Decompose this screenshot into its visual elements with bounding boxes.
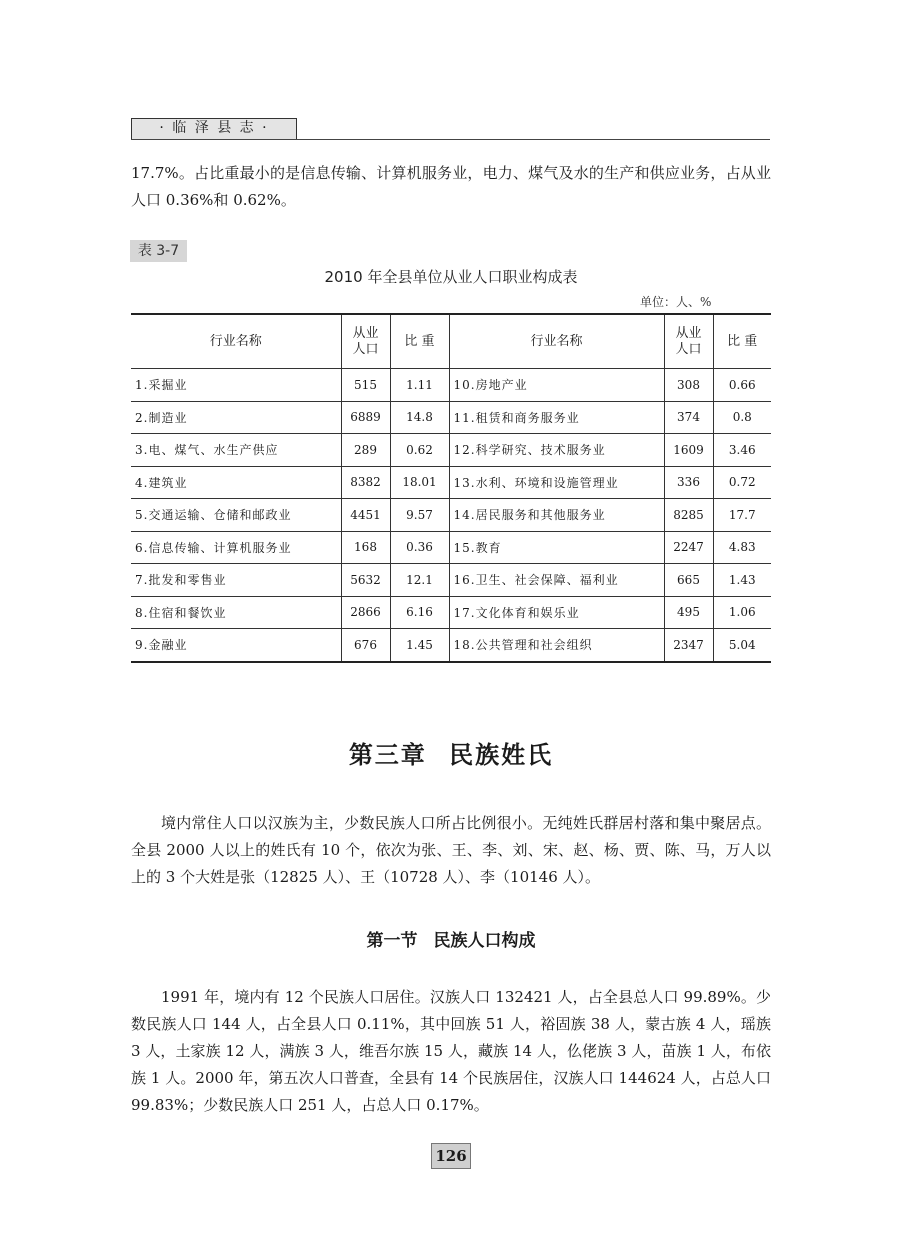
cell-employees: 374 [664, 401, 713, 434]
cell-industry-name: 8.住宿和餐饮业 [131, 596, 341, 629]
chapter-title: 第三章 民族姓氏 [348, 741, 554, 769]
cell-industry-name: 1.采掘业 [131, 369, 341, 402]
cell-industry-name: 12.科学研究、技术服务业 [449, 434, 664, 467]
intro-paragraph: 17.7%。占比重最小的是信息传输、计算机服务业，电力、煤气及水的生产和供应业务，占从业人口 0.36%和 0.62%。 [131, 164, 771, 209]
cell-share: 0.72 [713, 466, 771, 499]
running-header: · 临 泽 县 志 · [131, 118, 297, 140]
table-row [131, 531, 771, 564]
cell-employees: 495 [664, 596, 713, 629]
cell-employees: 515 [341, 369, 390, 402]
cell-employees: 8285 [664, 499, 713, 532]
cell-employees: 4451 [341, 499, 390, 532]
table-row [131, 369, 771, 402]
cell-share: 0.66 [713, 369, 771, 402]
cell-industry-name: 13.水利、环境和设施管理业 [449, 466, 664, 499]
cell-share: 0.8 [713, 401, 771, 434]
table-number-tag: 表 3-7 [130, 240, 187, 262]
cell-industry-name: 2.制造业 [131, 401, 341, 434]
section-title: 第一节 民族人口构成 [366, 931, 536, 951]
header-industry-name: 行业名称 [449, 314, 664, 369]
employment-table [131, 313, 771, 663]
cell-share: 1.45 [390, 629, 449, 662]
cell-industry-name: 3.电、煤气、水生产供应 [131, 434, 341, 467]
header-share: 比 重 [713, 314, 771, 369]
cell-employees: 289 [341, 434, 390, 467]
cell-industry-name: 7.批发和零售业 [131, 564, 341, 597]
cell-employees: 676 [341, 629, 390, 662]
cell-industry-name: 5.交通运输、仓储和邮政业 [131, 499, 341, 532]
cell-share: 0.62 [390, 434, 449, 467]
cell-share: 17.7 [713, 499, 771, 532]
cell-employees: 336 [664, 466, 713, 499]
cell-industry-name: 15.教育 [449, 531, 664, 564]
cell-employees: 2247 [664, 531, 713, 564]
section-paragraph: 1991 年，境内有 12 个民族人口居住。汉族人口 132421 人，占全县总人口 99.89%。少数民族人口 144 人，占全县人口 0.11%，其中回族 51 人，裕固族 38 人，蒙古族 4 人，瑶族 3 人，土家族 12 人，满族 3 人，维吾尔族 15 人，藏族 14 人，仫佬族 3 人，苗族 1 人，布依族 1 人。2000 年，第五次人口普查，全县有 14 个民族居住，汉族人口 144624 人，占总人口 99.83%；少数民族人口 251 人，占总人口 0.17%。 [131, 988, 771, 1114]
cell-employees: 665 [664, 564, 713, 597]
cell-employees: 1609 [664, 434, 713, 467]
cell-industry-name: 18.公共管理和社会组织 [449, 629, 664, 662]
cell-employees: 2866 [341, 596, 390, 629]
cell-employees: 8382 [341, 466, 390, 499]
cell-employees: 6889 [341, 401, 390, 434]
table-row [131, 629, 771, 662]
cell-share: 4.83 [713, 531, 771, 564]
table-row [131, 466, 771, 499]
table-header-row [131, 314, 771, 369]
header-share: 比 重 [390, 314, 449, 369]
header-industry-name: 行业名称 [131, 314, 341, 369]
cell-share: 5.04 [713, 629, 771, 662]
cell-industry-name: 14.居民服务和其他服务业 [449, 499, 664, 532]
page-number: 126 [431, 1143, 471, 1169]
cell-share: 9.57 [390, 499, 449, 532]
cell-industry-name: 10.房地产业 [449, 369, 664, 402]
cell-employees: 308 [664, 369, 713, 402]
table-row [131, 596, 771, 629]
cell-share: 18.01 [390, 466, 449, 499]
header-rule [131, 139, 770, 140]
chapter-paragraph: 境内常住人口以汉族为主，少数民族人口所占比例很小。无纯姓氏群居村落和集中聚居点。全县 2000 人以上的姓氏有 10 个，依次为张、王、李、刘、宋、赵、杨、贾、陈、马，万人以上的 3 个大姓是张（12825 人）、王（10728 人）、李（10146 人）。 [131, 814, 771, 886]
header-employees: 从业人口 [664, 314, 713, 369]
cell-industry-name: 16.卫生、社会保障、福利业 [449, 564, 664, 597]
cell-share: 3.46 [713, 434, 771, 467]
cell-industry-name: 6.信息传输、计算机服务业 [131, 531, 341, 564]
cell-industry-name: 4.建筑业 [131, 466, 341, 499]
table-body [131, 369, 771, 662]
cell-employees: 168 [341, 531, 390, 564]
table-unit: 单位：人、% [640, 295, 712, 309]
cell-share: 1.06 [713, 596, 771, 629]
cell-industry-name: 17.文化体育和娱乐业 [449, 596, 664, 629]
cell-employees: 5632 [341, 564, 390, 597]
table-row [131, 499, 771, 532]
cell-share: 1.43 [713, 564, 771, 597]
table-row [131, 401, 771, 434]
cell-share: 14.8 [390, 401, 449, 434]
cell-share: 12.1 [390, 564, 449, 597]
table-row [131, 564, 771, 597]
cell-employees: 2347 [664, 629, 713, 662]
cell-industry-name: 9.金融业 [131, 629, 341, 662]
cell-share: 0.36 [390, 531, 449, 564]
header-employees: 从业人口 [341, 314, 390, 369]
cell-share: 6.16 [390, 596, 449, 629]
cell-industry-name: 11.租赁和商务服务业 [449, 401, 664, 434]
table-title: 2010 年全县单位从业人口职业构成表 [324, 268, 578, 286]
cell-share: 1.11 [390, 369, 449, 402]
table-row [131, 434, 771, 467]
